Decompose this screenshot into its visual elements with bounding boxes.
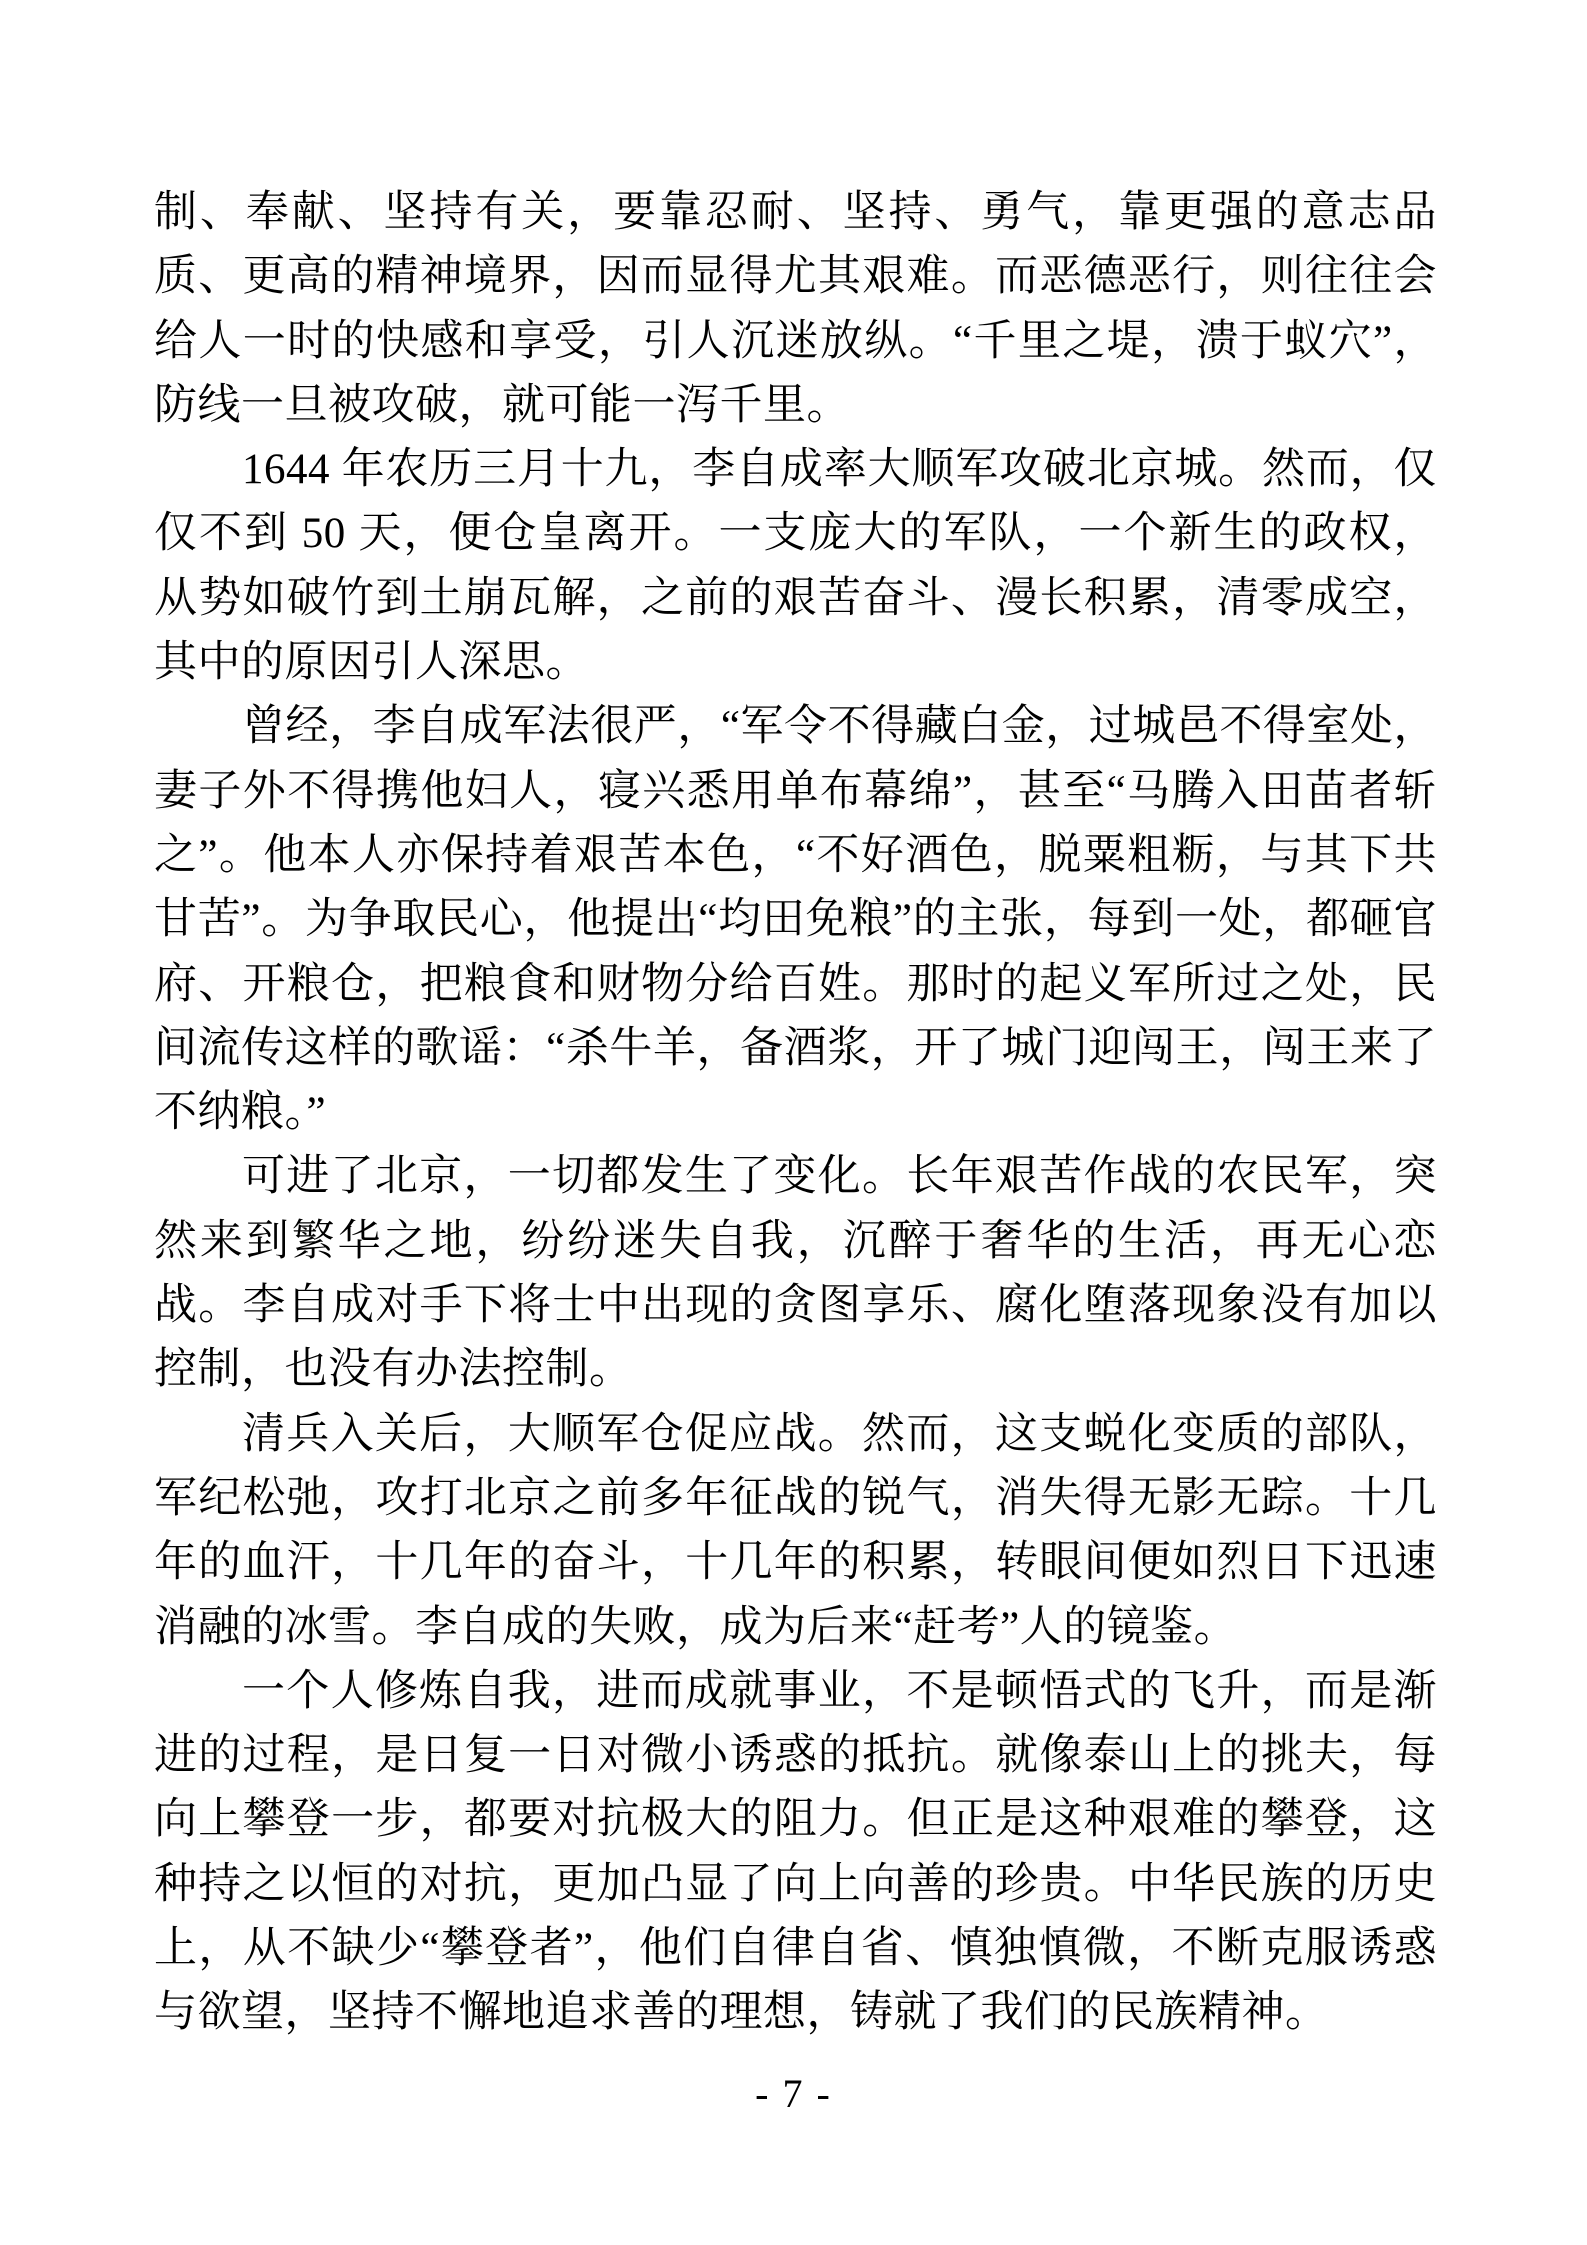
- paragraph: 清兵入关后，大顺军仓促应战。然而，这支蜕化变质的部队，军纪松弛，攻打北京之前多年征战的锐气，消失得无影无踪。十几年的血汗，十几年的奋斗，十几年的积累，转眼间便如烈日下迅速消融的冰雪。李自成的失败，成为后来“赶考”人的镜鉴。: [154, 1410, 1437, 1651]
- page-footer: [0, 2070, 1587, 2118]
- paragraph-continuation: 制、奉献、坚持有关，要靠忍耐、坚持、勇气，靠更强的意志品质、更高的精神境界，因而显得尤其艰难。而恶德恶行，则往往会给人一时的快感和享受，引人沉迷放纵。“千里之堤，溃于蚁穴”，防线一旦被攻破，就可能一泻千里。: [154, 189, 1437, 429]
- paragraph: 曾经，李自成军法很严，“军令不得藏白金，过城邑不得室处，妻子外不得携他妇人，寝兴悉用单布幕绵”，甚至“马腾入田苗者斩之”。他本人亦保持着艰苦本色，“不好酒色，脱粟粗粝，与其下共甘苦”。为争取民心，他提出“均田免粮”的主张，每到一处，都砸官府、开粮仓，把粮食和财物分给百姓。那时的起义军所过之处，民间流传这样的歌谣：“杀牛羊，备酒浆，开了城门迎闯王，闯王来了不纳粮。”: [154, 703, 1437, 1137]
- document-text-block: [154, 181, 1437, 2046]
- paragraph: 1644 年农历三月十九，李自成率大顺军攻破北京城。然而，仅仅不到 50 天，便仓皇离开。一支庞大的军队，一个新生的政权，从势如破竹到土崩瓦解，之前的艰苦奋斗、漫长积累，清零成空，其中的原因引人深思。: [154, 446, 1437, 687]
- paragraph: 一个人修炼自我，进而成就事业，不是顿悟式的飞升，而是渐进的过程，是日复一日对微小诱惑的抵抗。就像泰山上的挑夫，每向上攀登一步，都要对抗极大的阻力。但正是这种艰难的攀登，这种持之以恒的对抗，更加凸显了向上向善的珍贵。中华民族的历史上，从不缺少“攀登者”，他们自律自省、慎独慎微，不断克服诱惑与欲望，坚持不懈地追求善的理想，铸就了我们的民族精神。: [154, 1667, 1437, 2037]
- paragraph: 可进了北京，一切都发生了变化。长年艰苦作战的农民军，突然来到繁华之地，纷纷迷失自我，沉醉于奢华的生活，再无心恋战。李自成对手下将士中出现的贪图享乐、腐化堕落现象没有加以控制，也没有办法控制。: [154, 1153, 1437, 1394]
- page-number: - 7 -: [755, 2071, 832, 2116]
